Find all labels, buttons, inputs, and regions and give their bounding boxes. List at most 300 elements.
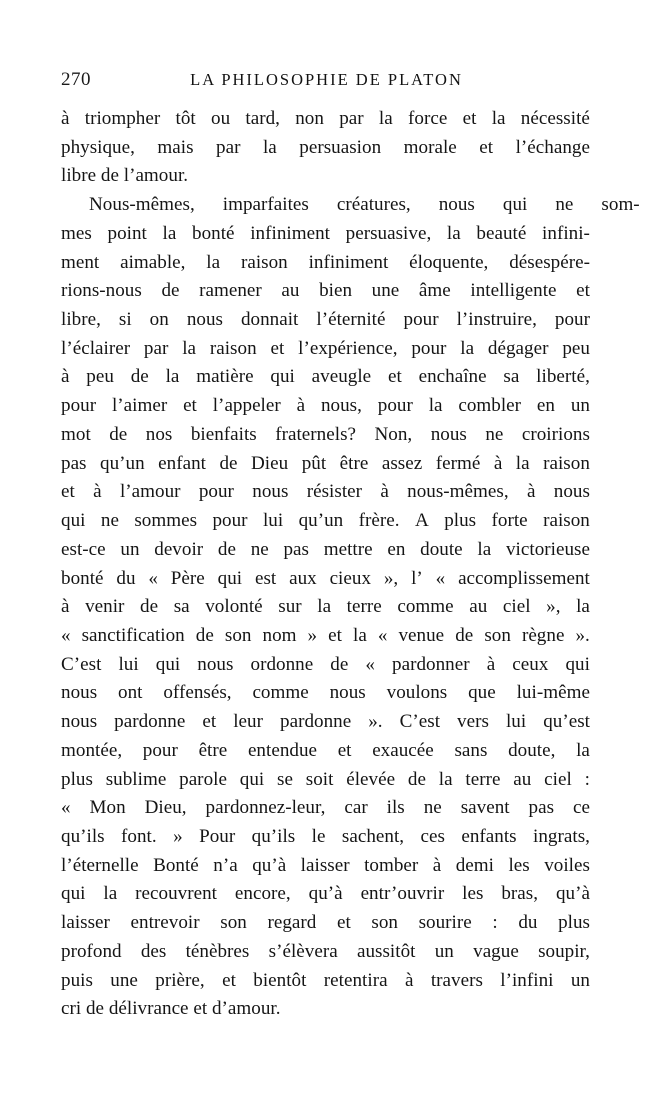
word: créatures, [336,194,411,216]
word: la [576,596,590,618]
word: frère. [358,510,400,532]
word: pardonne [280,711,352,733]
word: fermé [435,452,481,474]
word: bientôt [253,969,307,991]
word: comme [252,682,309,704]
text-line [61,105,590,134]
word: pardonnez-leur, [205,797,326,819]
text-line [61,852,590,881]
word: à [61,108,70,129]
word: et [328,624,342,646]
word: l’éternité [316,309,386,331]
word: rions-nous [61,280,142,302]
word: du [518,912,538,934]
word: victorieuse [505,538,590,560]
word: laisser [61,912,110,934]
word: ont [118,682,143,704]
word: pas [283,538,309,560]
word: à [486,653,496,675]
word: « [61,624,71,646]
word: sa [173,596,190,618]
word: entrevoir [130,912,200,934]
word: parole [179,768,227,790]
text-line [61,909,590,938]
word: qu’ils [251,825,296,847]
word: au [469,596,488,618]
word: de [140,596,159,618]
word: qu’un [100,452,145,474]
word: est [254,567,277,589]
word: ramener [199,280,262,302]
word: être [198,739,228,761]
word: C’est [399,711,441,733]
word: en [536,395,555,417]
word: la [446,222,461,244]
word: et [337,739,352,761]
word: pour [554,309,590,331]
word: soit [305,768,334,790]
word: profond [61,940,122,962]
word: nos [145,423,173,445]
word: font. [121,825,157,847]
word: plus [61,768,93,790]
word: venue [398,624,445,646]
word: force [408,108,448,129]
word: la [182,337,197,359]
word: n’a [213,854,238,876]
word: ne [100,510,119,532]
word: qu’à [252,854,287,876]
word: vers [457,711,489,733]
word: volonté [205,596,263,618]
word: la [576,739,590,761]
word: dégager [487,337,549,359]
word: pas [528,797,555,819]
text-line [61,392,590,421]
word: que [468,682,496,704]
word: qui [155,653,181,675]
word: morale [403,136,457,158]
word: « [365,653,375,675]
word: entr’ouvrir [360,883,445,905]
word: assez [381,452,423,474]
word: la [438,768,453,790]
word: et [270,337,285,359]
text-line [61,450,590,479]
word: pût [301,452,327,474]
word: offensés, [163,682,232,704]
word: : [584,768,590,790]
word: mot [61,423,91,445]
word: intelligente [470,280,557,302]
text-line: cri de délivrance et d’amour. [61,998,281,1020]
word: aussitôt [356,940,416,962]
word: Non, [374,423,413,445]
word: ne [485,423,504,445]
word: comme [397,596,454,618]
word: la [262,136,277,158]
word: infiniment [250,222,330,244]
word: raison [543,452,590,474]
word: éloquente, [409,251,489,273]
word: et [61,481,75,503]
text-line [61,737,590,766]
text-line [61,593,590,622]
word: à [493,452,503,474]
word: ». [575,624,590,646]
word: un [120,538,140,560]
word: A [414,510,429,532]
text-line [61,622,590,651]
word: voiles [544,854,590,876]
word: nous [61,682,98,704]
word: et [387,366,402,388]
word: et [462,108,477,129]
word: les [462,883,484,905]
word: bonté [192,222,235,244]
text-line [61,766,590,795]
word: son [224,624,252,646]
word: prière, [155,969,205,991]
word: libre, [61,309,101,331]
word: se [277,768,293,790]
word: son [371,912,398,934]
word: fraternels? [275,423,357,445]
word: encore, [234,883,291,905]
word: l’échange [515,136,590,158]
word: à [296,395,306,417]
word: la [515,452,530,474]
word: sourire [418,912,472,934]
word: enchaîne [418,366,487,388]
word: demi [455,854,494,876]
word: bienfaits [190,423,257,445]
word: sommes [134,510,198,532]
word: venir [85,596,125,618]
word: un [570,969,590,991]
word: résister [306,481,363,503]
word: Pour [199,825,236,847]
word: nom [262,624,297,646]
word: à [526,481,536,503]
word: bien [319,280,353,302]
word: de [130,366,149,388]
word: s’élèvera [268,940,338,962]
text-line [61,220,590,249]
word: la [477,538,492,560]
word: ce [573,797,590,819]
word: raison [209,337,257,359]
word: et [222,969,236,991]
word: mes [61,222,92,244]
word: raison [240,251,288,273]
word: et [479,136,494,158]
word: entendue [247,739,318,761]
word: l’amour [119,481,181,503]
text-line [61,335,590,364]
page-number: 270 [61,69,91,90]
word: à [93,481,102,503]
word: qu’est [543,711,590,733]
word: à [61,366,70,388]
word: qu’ils [61,825,105,847]
text-line [61,421,590,450]
word: à [380,481,389,503]
word: l’infini [500,969,554,991]
word: puis [61,969,93,991]
word: leur [233,711,263,733]
word: l’appeler [212,395,281,417]
word: raison [543,510,590,532]
word: laisser [300,854,350,876]
word: pour [212,510,248,532]
word: qu’à [308,883,343,905]
text-line [61,823,590,852]
word: montée, [61,739,123,761]
word: nécessité [520,108,590,129]
word: un [434,940,454,962]
word: lui [505,711,527,733]
word: la [378,108,393,129]
word: travers [430,969,483,991]
word: l’éclairer [61,337,131,359]
text-line [61,565,590,594]
word: nous [438,194,475,216]
word: point [107,222,147,244]
text-line [61,191,640,220]
word: de [330,653,349,675]
word: pardonner [392,653,470,675]
word: de [219,452,238,474]
word: si [118,309,132,331]
text-line [61,708,590,737]
word: infiniment [308,251,389,273]
word: une [110,969,138,991]
word: de [195,624,214,646]
word: nous [186,309,223,331]
word: doute, [508,739,556,761]
word: est-ce [61,538,106,560]
word: qui [239,768,265,790]
word: par [143,337,169,359]
word: la [103,883,118,905]
text-line [61,507,590,536]
word: lui-même [516,682,590,704]
word: terre [346,596,382,618]
word: « [148,567,158,589]
word: car [344,797,368,819]
word: l’éternelle [61,854,139,876]
word: plus [558,912,590,934]
word: de [407,768,426,790]
word: la [206,251,221,273]
word: qui [61,883,86,905]
word: à [404,969,414,991]
word: une [371,280,400,302]
word: pour [142,739,178,761]
word: doute [420,538,463,560]
word: la [317,596,332,618]
word: physique, [61,136,135,158]
word: « [61,797,71,819]
word: non [295,108,324,129]
word: l’expérience, [298,337,398,359]
word: vague [473,940,519,962]
word: ceux [512,653,549,675]
body-text [61,105,640,1024]
word: la [162,222,177,244]
word: élevée [346,768,396,790]
text-line [61,249,590,278]
word: qu’à [555,883,590,905]
word: infini- [542,222,590,244]
word: ne [423,797,442,819]
word: voulons [386,682,448,704]
word: imparfaites [222,194,309,216]
text-line [61,880,590,909]
word: regard [267,912,317,934]
word: persuasion [299,136,382,158]
word: l’ [411,567,423,589]
word: qu’un [298,510,344,532]
word: Nous-mêmes, [89,194,195,216]
word: au [513,768,532,790]
word: qui [565,653,590,675]
word: ». [368,711,383,733]
word: recouvrent [135,883,217,905]
word: nous [329,682,366,704]
word: les [508,854,530,876]
word: nous, [320,395,362,417]
text-line [61,967,590,996]
word: devoir [154,538,204,560]
running-head [61,68,590,92]
word: de [109,423,128,445]
word: ordonne [250,653,314,675]
word: nous [197,653,234,675]
word: C’est [61,653,102,675]
word: le [311,825,326,847]
word: sublime [105,768,167,790]
word: de [217,538,236,560]
word: : [492,912,498,934]
text-line [61,277,590,306]
word: être [339,452,369,474]
word: ténèbres [185,940,250,962]
word: l’instruire, [456,309,537,331]
word: Dieu [251,452,289,474]
word: sur [278,596,302,618]
word: sa [503,366,520,388]
text-line [61,306,590,335]
running-title: LA PHILOSOPHIE DE PLATON [190,70,463,89]
word: enfant [158,452,206,474]
word: tard, [245,108,280,129]
word: aimable, [120,251,186,273]
word: son [220,912,247,934]
word: lui [118,653,139,675]
word: qui [217,567,243,589]
word: Bonté [153,854,199,876]
word: ment [61,251,100,273]
word: règne [521,624,565,646]
word: du [116,567,136,589]
word: un [570,395,590,417]
word: « [435,567,446,589]
text-line [61,363,590,392]
word: de [161,280,180,302]
text-line [61,679,590,708]
word: « [377,624,388,646]
word: qui [270,366,295,388]
text-line [61,794,590,823]
word: pardonne [114,711,186,733]
word: son [484,624,511,646]
word: sans [454,739,488,761]
word: triompher [84,108,161,129]
word: lui [262,510,284,532]
word: liberté, [536,366,590,388]
word: par [216,136,241,158]
word: à [432,854,442,876]
word: désespére- [509,251,590,273]
word: ingrats, [533,825,590,847]
word: nous [252,481,289,503]
word: mettre [323,538,373,560]
word: au [281,280,300,302]
word: peu [562,337,590,359]
word: pour [377,395,413,417]
word: nous [553,481,590,503]
word: croirions [521,423,590,445]
word: en [387,538,406,560]
word: ne [250,538,269,560]
word: ils [386,797,405,819]
word: », [546,596,561,618]
word: la [165,366,180,388]
word: la [491,108,506,129]
word: pour [411,337,447,359]
word: sanctification [81,624,185,646]
word: combler [458,395,522,417]
word: tomber [364,854,419,876]
word: mais [157,136,194,158]
word: savent [460,797,510,819]
text-line [61,478,590,507]
word: persuasive, [345,222,432,244]
word: aux [289,567,317,589]
word: sachent, [341,825,405,847]
word: plus [444,510,477,532]
word: bras, [501,883,539,905]
word: de [455,624,474,646]
word: Mon [89,797,126,819]
word: âme [418,280,451,302]
word: nous [430,423,467,445]
text-line [61,536,590,565]
word: beauté [476,222,527,244]
word: exaucée [372,739,434,761]
word: et [202,711,217,733]
word: à [61,596,70,618]
word: la [428,395,443,417]
word: enfants [461,825,517,847]
word: terre [465,768,501,790]
word: pour [198,481,234,503]
word: aveugle [311,366,372,388]
word: qui [502,194,528,216]
word: ciel [544,768,572,790]
